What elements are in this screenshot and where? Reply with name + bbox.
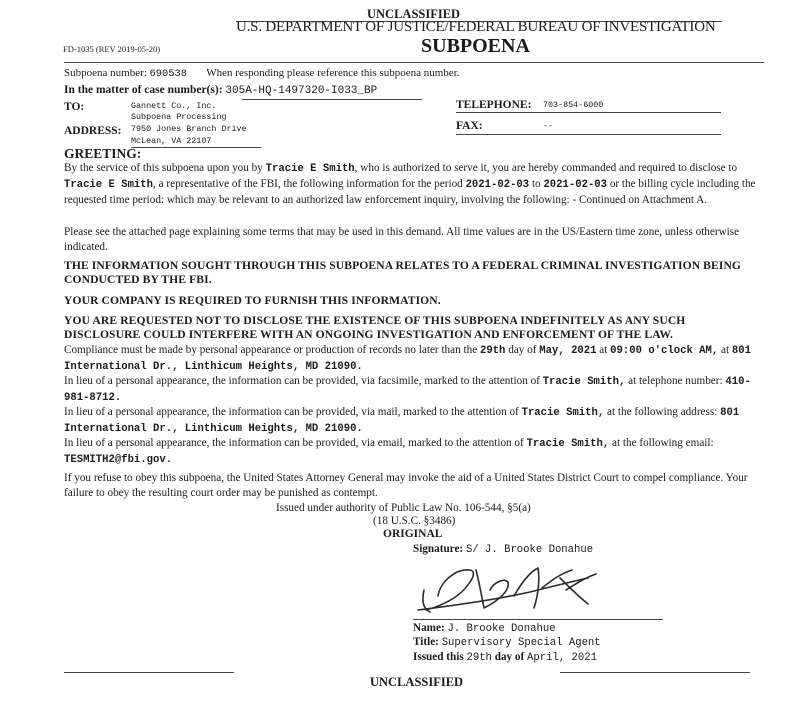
header-rule-mid [64, 62, 764, 63]
mail-address: 801 International Dr., Linthicum Heights, MD 21090. [64, 407, 740, 435]
terms-paragraph: Please see the attached page explaining some terms that may be used in this demand. All time values are in the US/Eastern time zone, unless otherwise indicated. [64, 226, 740, 253]
to-label: TO: [64, 101, 85, 113]
name-value: J. Brooke Donahue [447, 623, 556, 635]
form-number: FD-1035 (REV 2019-05-20) [63, 44, 161, 54]
mail-text-b: at the following address: [607, 406, 718, 418]
footer-rule-right [560, 672, 750, 673]
document-title: SUBPOENA [421, 35, 530, 57]
period-end: 2021-02-03 [543, 179, 608, 191]
greeting-heading: GREETING: [64, 146, 142, 161]
notice-federal-investigation: THE INFORMATION SOUGHT THROUGH THIS SUBPOENA RELATES TO A FEDERAL CRIMINAL INVESTIGATION BEING CONDUCTED BY THE FBI. [64, 259, 742, 286]
address-line2: McLean, VA 22107 [131, 136, 212, 146]
title-label: Title: [413, 636, 439, 648]
signature-value: S/ J. Brooke Donahue [465, 544, 594, 556]
agent-name-repeat: Tracie E Smith [64, 179, 154, 191]
compliance-text-b: day of [508, 344, 537, 356]
email-attention-name: Tracie Smith, [526, 438, 610, 450]
fax-value: -- [543, 121, 554, 131]
subpoena-number-label: Subpoena number: [64, 67, 147, 79]
mail-paragraph [64, 405, 764, 437]
notice-required: YOUR COMPANY IS REQUIRED TO FURNISH THIS INFORMATION. [64, 294, 441, 307]
compliance-text-c: at [721, 344, 730, 356]
signature-label: Signature: [413, 543, 464, 555]
mail-attention-name: Tracie Smith, [521, 407, 605, 419]
compliance-day: 29th [479, 345, 506, 357]
issued-row [413, 651, 597, 664]
address-underline [131, 147, 261, 148]
compliance-time: 09:00 o'clock AM, [610, 345, 719, 357]
greeting-text-b: , who is authorized to serve it, you are hereby commanded and required to disclose to [354, 162, 738, 174]
greeting-paragraph [64, 161, 764, 208]
name-row [413, 622, 556, 635]
fax-attention-name: Tracie Smith, [542, 376, 626, 388]
issued-month-year: April, 2021 [527, 652, 597, 664]
email-address: TESMITH2@fbi.gov. [64, 454, 173, 466]
subpoena-number-value: 690538 [149, 68, 187, 80]
reference-note: When responding please reference this subpoena number. [206, 67, 460, 79]
compliance-month-year: May, 2021 [539, 345, 597, 357]
fax-number: 410-981-8712. [64, 376, 751, 404]
period-start: 2021-02-03 [465, 179, 530, 191]
email-paragraph [64, 436, 764, 468]
fax-label: FAX: [456, 120, 483, 132]
greeting-text-a: By the service of this subpoena upon you by [64, 162, 263, 174]
department-line: U.S. DEPARTMENT OF JUSTICE/FEDERAL BUREAU OF INVESTIGATION [236, 19, 716, 35]
address-label: ADDRESS: [64, 125, 122, 137]
fax-text-b: at telephone number: [628, 375, 723, 387]
footer-rule-left [64, 672, 234, 673]
telephone-underline [456, 112, 721, 113]
case-number-value: 305A-HQ-1497320-I033_BP [225, 85, 378, 97]
to-line1: Gannett Co., Inc. [131, 101, 217, 111]
agent-name: Tracie E Smith [265, 163, 355, 175]
refuse-paragraph: If you refuse to obey this subpoena, the United States Attorney General may invoke the aid of a United States District Court to compel compliance. Your failure to obey the resulting court order may be punished as contempt. [64, 472, 748, 499]
address-line1: 7950 Jones Branch Drive [131, 124, 247, 134]
signature-line [413, 619, 663, 620]
greeting-text-c: , a representative of the FBI, the following information for the period [153, 178, 463, 190]
classification-top: UNCLASSIFIED [367, 7, 461, 21]
compliance-text-at: at [599, 344, 608, 356]
classification-bottom: UNCLASSIFIED [370, 675, 464, 689]
compliance-text-a: Compliance must be made by personal appearance or production of records no later than the [64, 344, 478, 356]
telephone-label: TELEPHONE: [456, 99, 532, 111]
telephone-value: 703-854-6000 [543, 100, 604, 110]
issued-mid: day of [494, 651, 525, 663]
to-line2: Subpoena Processing [131, 112, 227, 122]
compliance-location: 801 International Dr., Linthicum Heights, MD 21090. [64, 345, 751, 373]
notice-nondisclosure: YOU ARE REQUESTED NOT TO DISCLOSE THE EXISTENCE OF THIS SUBPOENA INDEFINITELY AS ANY SUCH DISCLOSURE COULD INTERFERE WITH AN ONGOING INVESTIGATION AND ENFORCEMENT OF THE LAW. [64, 314, 686, 341]
greeting-text-d: or the billing cycle including the requested time period: which may be relevant to an authorized law enforcement inquiry, involving the following: - Continued on Attachment A. [64, 178, 756, 206]
handwritten-signature [410, 560, 620, 620]
email-text-a: In lieu of a personal appearance, the information can be provided, via email, marked to the attention of [64, 437, 524, 449]
subpoena-number-row [64, 67, 460, 80]
fax-underline [456, 134, 721, 135]
mail-text-a: In lieu of a personal appearance, the information can be provided, via mail, marked to the attention of [64, 406, 519, 418]
case-number-label: In the matter of case number(s): [64, 84, 223, 96]
issued-day: 29th [466, 652, 492, 664]
period-to: to [531, 178, 541, 190]
authority-line1: Issued under authority of Public Law No. 106-544, §5(a) [276, 502, 531, 514]
signature-row [413, 543, 593, 556]
title-value: Supervisory Special Agent [441, 637, 601, 649]
case-number-underline [242, 99, 422, 100]
issued-label: Issued this [413, 651, 464, 663]
authority-line2: (18 U.S.C. §3486) [373, 515, 456, 527]
compliance-paragraph [64, 343, 764, 375]
title-row [413, 636, 601, 649]
case-number-row [64, 84, 377, 97]
fax-text-a: In lieu of a personal appearance, the information can be provided, via facsimile, marked to the attention of [64, 375, 540, 387]
fax-paragraph [64, 374, 764, 406]
original-label: ORIGINAL [383, 528, 443, 540]
name-label: Name: [413, 622, 445, 634]
email-text-b: at the following email: [612, 437, 714, 449]
